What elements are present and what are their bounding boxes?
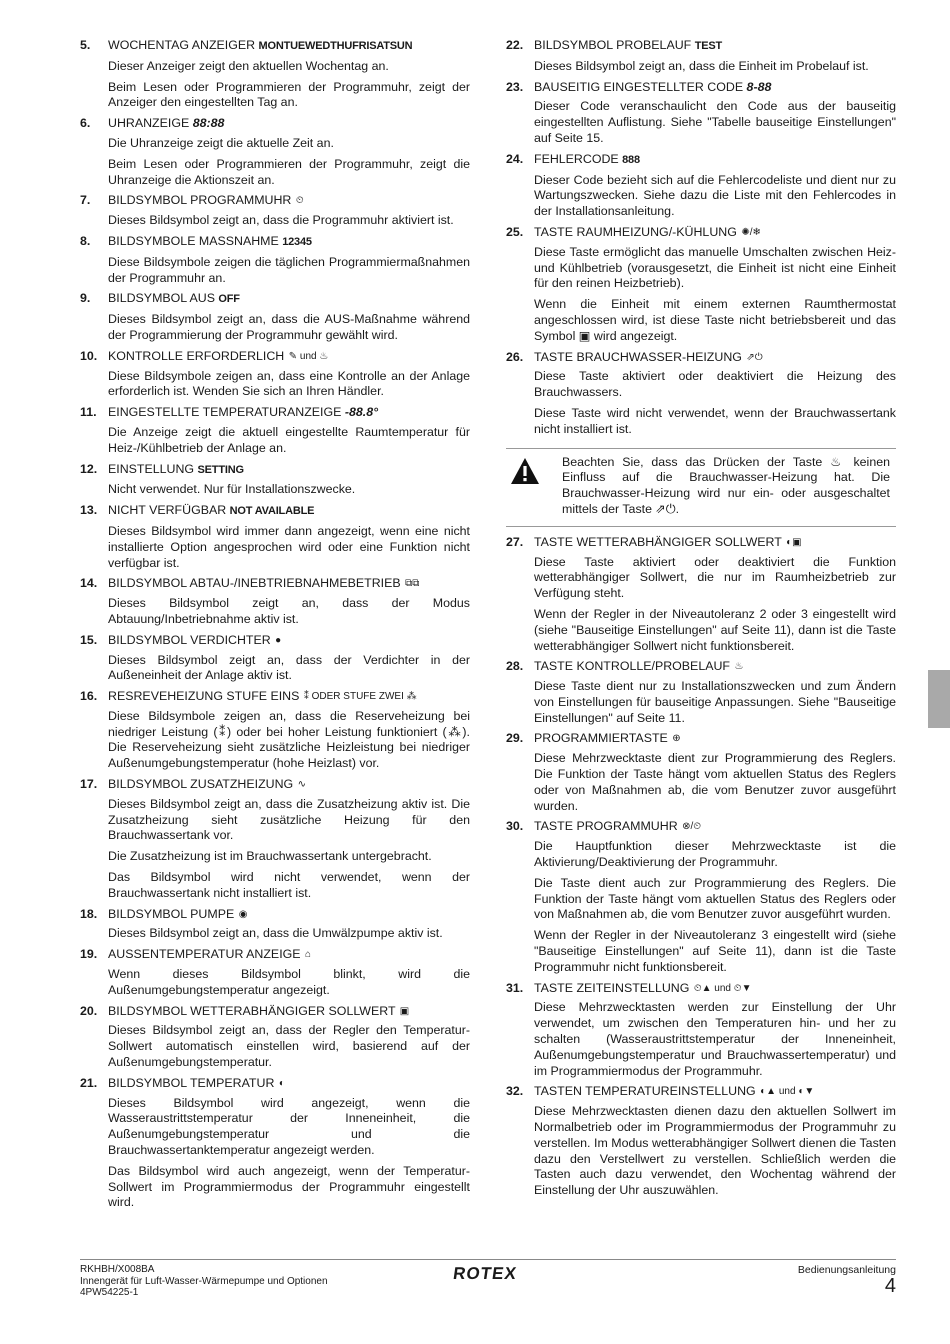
item-number: 30.: [506, 819, 524, 834]
display-symbol-text: 12345: [282, 235, 312, 248]
item-title: BILDSYMBOL TEMPERATUR: [108, 1075, 275, 1090]
item-title: BILDSYMBOL VERDICHTER: [108, 632, 271, 647]
item-title: BAUSEITIG EINGESTELLTER CODE: [534, 79, 744, 94]
item-paragraph: Beim Lesen oder Programmieren der Programmuhr, zeigt der Anzeiger den eingestellten Tag an.: [108, 79, 470, 110]
item-paragraph: Die Taste dient auch zur Programmierung des Reglers. Die Funktion der Taste hängt vom aktuellen Status des Reglers oder von Maßnahmen ab, die vom Benutzer zuvor ausgeführt wurden.: [534, 875, 896, 922]
item-number: 7.: [80, 193, 91, 208]
item-title: NICHT VERFÜGBAR: [108, 503, 227, 518]
symbol-icon: ⇗⏻: [746, 351, 763, 363]
item-paragraph: Dieses Bildsymbol zeigt an, dass die Zusatzheizung aktiv ist. Die Zusatzheizung sieht zusätzliche Heizung für den Brauchwassertank vor.: [108, 796, 470, 843]
item-heading: [80, 503, 470, 520]
item-paragraph: Diese Bildsymbole zeigen an, dass die Reserveheizung bei niedriger Leistung (⁑) oder bei hoher Leistung funktioniert (⁂). Die Reserveheizung sieht zusätzliche Heizleistung bei niedriger Außenumgebungstemperatur (hohe Heizlast) vor.: [108, 708, 470, 771]
item-number: 8.: [80, 233, 91, 248]
symbol-icon: ◐: [278, 1077, 285, 1089]
item-title-line: [108, 349, 470, 365]
list-item: [506, 38, 896, 75]
symbol-icon: ⁑ ODER STUFE ZWEI ⁂: [303, 691, 417, 703]
item-number: 28.: [506, 659, 524, 674]
item-number: 23.: [506, 79, 524, 94]
item-number: 20.: [80, 1003, 98, 1018]
item-number: 21.: [80, 1075, 98, 1090]
item-paragraph: Diese Taste ermöglicht das manuelle Umschalten zwischen Heiz- und Kühlbetrieb (vorausgesetzt, die Einheit ist nicht eine Einheit für den reinen Heizbetrieb).: [534, 244, 896, 291]
item-title: TASTE BRAUCHWASSER-HEIZUNG: [534, 349, 742, 364]
list-item: [80, 234, 470, 286]
list-item: [80, 462, 470, 499]
item-title-line: [534, 659, 896, 675]
item-title: TASTE WETTERABHÄNGIGER SOLLWERT: [534, 534, 782, 549]
item-title: BILDSYMBOL WETTERABHÄNGIGER SOLLWERT: [108, 1003, 396, 1018]
item-title-line: [108, 193, 470, 209]
item-paragraph: Wenn dieses Bildsymbol blinkt, wird die Außenumgebungstemperatur angezeigt.: [108, 967, 470, 997]
item-paragraph: Dieses Bildsymbol zeigt an, dass der Modus Abtauung/Inbetriebnahme aktiv ist.: [108, 596, 470, 626]
item-title: BILDSYMBOL PROBELAUF: [534, 38, 692, 52]
item-paragraph: Dieser Code veranschaulicht den Code aus der bauseitig eingestellten Auflistung. Siehe "Tabelle bauseitige Einstellungen" auf Seite 15.: [534, 99, 896, 145]
item-number: 10.: [80, 348, 98, 363]
symbol-icon: ⌂: [305, 949, 312, 961]
left-column: [80, 38, 470, 1216]
item-heading: [506, 152, 896, 169]
item-paragraph: Dieses Bildsymbol zeigt an, dass die Umwälzpumpe aktiv ist.: [108, 926, 443, 941]
item-paragraph: Diese Mehrzwecktasten dienen dazu den aktuellen Sollwert im Normalbetrieb oder im Programmiermodus der Programmuhr zu verstellen. Im Modus wetterabhängiger Sollwert dienen die Tasten dazu den Verstellwert zu verstellen. Schließlich werden die Tasten auch dazu verwendet, den Wochentag während der Einstellung der Uhr auszuwählen.: [534, 1104, 896, 1198]
item-title-line: [108, 576, 470, 592]
item-heading: [80, 633, 470, 649]
footer-model: RKHBH/X008BA: [80, 1264, 155, 1275]
list-item: [80, 193, 470, 229]
item-title-line: [108, 777, 470, 793]
item-title: BILDSYMBOL AUS: [108, 291, 215, 306]
display-symbol-text: TEST: [694, 40, 722, 52]
list-item: [80, 633, 470, 684]
list-item: [80, 689, 470, 772]
list-item: [80, 1004, 470, 1071]
item-number: 9.: [80, 291, 91, 306]
item-paragraph: Diese Taste wird nicht verwendet, wenn der Brauchwassertank nicht installiert ist.: [534, 405, 896, 436]
item-paragraph: Dieser Anzeiger zeigt den aktuellen Wochentag an.: [108, 58, 389, 73]
item-title: KONTROLLE ERFORDERLICH: [108, 348, 285, 363]
item-number: 5.: [80, 38, 91, 52]
brand-logo: ROTEX: [451, 1264, 519, 1283]
item-heading: [506, 225, 896, 241]
item-title: BILDSYMBOL ZUSATZHEIZUNG: [108, 777, 294, 792]
right-items-top: [506, 38, 896, 438]
display-symbol-text: NOT AVAILABLE: [229, 505, 315, 518]
footer-doc-number: 4PW54225-1: [80, 1287, 139, 1298]
item-heading: [80, 1004, 470, 1020]
symbol-icon: ✺/❄: [741, 226, 761, 238]
item-title: TASTE RAUMHEIZUNG/-KÜHLUNG: [534, 224, 737, 239]
item-title: TASTE KONTROLLE/PROBELAUF: [534, 659, 730, 674]
item-heading: [80, 116, 470, 132]
display-symbol-text: SETTING: [197, 463, 244, 476]
list-item: [506, 80, 896, 147]
item-title: BILDSYMBOL ABTAU-/INEBTRIEBNAHMEBETRIEB: [108, 576, 401, 591]
item-number: 31.: [506, 980, 524, 995]
item-heading: [506, 1084, 896, 1100]
item-title: UHRANZEIGE: [108, 116, 190, 131]
item-title: BILDSYMBOL PROGRAMMUHR: [108, 193, 292, 208]
item-heading: [80, 405, 470, 421]
item-paragraph: Diese Taste aktiviert oder deaktiviert die Heizung des Brauchwassers.: [534, 369, 896, 400]
display-symbol-text: -88.8°: [344, 405, 379, 420]
list-item: [80, 38, 470, 111]
item-paragraph: Die Anzeige zeigt die aktuell eingestellte Raumtemperatur für Heiz-/Kühlbetrieb der Anlage an.: [108, 424, 470, 455]
item-heading: [506, 819, 896, 835]
item-heading: [80, 38, 470, 55]
item-number: 12.: [80, 461, 98, 476]
item-title-line: [534, 535, 896, 551]
item-title-line: [108, 1004, 470, 1020]
item-title-line: [534, 731, 896, 747]
right-items-bottom: [506, 535, 896, 1199]
symbol-icon: ◐▣: [786, 536, 802, 548]
item-title-line: [108, 234, 470, 251]
symbol-icon: ✎ und ♨: [288, 350, 329, 362]
footer-manual-label: Bedienungsanleitung: [797, 1264, 896, 1276]
item-paragraph: Dieses Bildsymbol zeigt an, dass der Regler den Temperatur-Sollwert automatisch einstellen wird, basierend auf der Außenumgebungstemperatur.: [108, 1023, 470, 1070]
page-number: 4: [884, 1275, 896, 1297]
item-title: TASTE PROGRAMMUHR: [534, 819, 678, 834]
item-heading: [80, 193, 470, 209]
item-number: 24.: [506, 151, 524, 166]
list-item: [506, 350, 896, 438]
item-paragraph: Diese Mehrzwecktaste dient zur Programmierung des Reglers. Die Funktion der Taste hängt vom aktuellen Status des Reglers oder von Maßnahmen ab, die vom Benutzer zuvor ausgeführt wurden.: [534, 751, 896, 813]
list-item: [80, 291, 470, 343]
item-title-line: [108, 405, 470, 421]
warning-text: Beachten Sie, dass das Drücken der Taste ♨ keinen Einfluss auf die Brauchwasser-Heizung hat. Die Brauchwasser-Heizung wird nur ein- oder ausgeschaltet mittels der Taste ⇗⏻.: [562, 454, 890, 516]
list-item: [80, 503, 470, 571]
item-title-line: [534, 225, 896, 241]
item-paragraph: Beim Lesen oder Programmieren der Programmuhr, zeigt die Uhranzeige die Aktionszeit an.: [108, 156, 470, 187]
symbol-icon: ⊕: [672, 733, 681, 745]
list-item: [506, 819, 896, 975]
list-item: [80, 907, 470, 943]
item-heading: [80, 576, 470, 592]
list-item: [80, 116, 470, 188]
item-title: BILDSYMBOLE MASSNAHME: [108, 233, 279, 248]
item-paragraph: Dieses Bildsymbol zeigt an, dass die Programmuhr aktiviert ist.: [108, 213, 454, 228]
item-number: 19.: [80, 947, 98, 962]
item-heading: [80, 947, 470, 963]
item-title-line: [108, 1076, 470, 1092]
item-title-line: [108, 633, 470, 649]
list-item: [506, 981, 896, 1080]
item-heading: [506, 350, 896, 366]
item-heading: [80, 462, 470, 479]
item-heading: [80, 234, 470, 251]
warning-note: [506, 448, 896, 527]
item-title-line: [108, 38, 470, 55]
item-title: AUSSENTEMPERATUR ANZEIGE: [108, 947, 301, 962]
item-paragraph: Wenn der Regler in der Niveautoleranz 3 eingestellt wird (siehe "Bauseitige Einstellungen" auf Seite 11), dann ist die Taste Programmuhr nicht funktionsbereit.: [534, 928, 896, 974]
item-heading: [506, 535, 896, 551]
item-heading: [80, 689, 470, 705]
item-heading: [506, 659, 896, 675]
display-symbol-text: 888: [622, 153, 640, 166]
item-paragraph: Dieses Bildsymbol zeigt an, dass der Verdichter in der Außeneinheit der Anlage aktiv ist.: [108, 652, 470, 683]
item-paragraph: Diese Taste dient nur zu Installationszwecken und zum Ändern von Einstellungen für bauseitige Anpassungen. Siehe "Bauseitige Einstellungen" auf Seite 11.: [534, 679, 896, 725]
item-title: EINGESTELLTE TEMPERATURANZEIGE: [108, 405, 342, 420]
item-paragraph: Dieses Bildsymbol wird angezeigt, wenn die Wasseraustrittstemperatur der Inneneinheit, die Außenumgebungstemperatur und die Brauchwassertanktemperatur angezeigt werden.: [108, 1095, 470, 1158]
item-title: TASTE ZEITEINSTELLUNG: [534, 980, 690, 995]
item-title-line: [534, 350, 896, 366]
list-item: [506, 535, 896, 655]
symbol-icon: ⊗/⏲: [682, 821, 702, 833]
symbol-icon: ∿: [297, 779, 307, 791]
item-heading: [506, 38, 896, 55]
item-number: 16.: [80, 689, 98, 704]
item-paragraph: Dieses Bildsymbol zeigt an, dass die Einheit im Probelauf ist.: [534, 58, 869, 73]
item-heading: [80, 907, 470, 923]
list-item: [80, 947, 470, 998]
item-title-line: [108, 291, 470, 308]
item-title: WOCHENTAG ANZEIGER: [108, 38, 256, 52]
item-number: 11.: [80, 405, 97, 420]
item-title: FEHLERCODE: [534, 151, 619, 166]
item-paragraph: Die Uhranzeige zeigt die aktuelle Zeit an.: [108, 135, 334, 150]
item-number: 27.: [506, 534, 524, 549]
item-title-line: [534, 38, 896, 55]
item-title-line: [534, 1084, 896, 1100]
list-item: [80, 576, 470, 627]
item-number: 6.: [80, 116, 91, 131]
item-title-line: [108, 503, 470, 520]
item-paragraph: Dieses Bildsymbol wird immer dann angezeigt, wenn eine nicht installierte Option angesprochen wird oder eine Funktion nicht verfügbar ist.: [108, 523, 470, 570]
item-title-line: [534, 819, 896, 835]
item-title-line: [534, 80, 896, 96]
symbol-icon: ♨: [734, 661, 744, 673]
symbol-icon: ◐▲ und ◐▼: [760, 1086, 815, 1098]
footer-description: Innengerät für Luft-Wasser-Wärmepumpe und Optionen: [80, 1275, 328, 1287]
list-item: [80, 777, 470, 902]
item-number: 17.: [80, 777, 98, 792]
list-item: [80, 1076, 470, 1211]
item-title: TASTEN TEMPERATUREINSTELLUNG: [534, 1084, 756, 1099]
symbol-icon: ●: [275, 634, 282, 646]
list-item: [80, 405, 470, 456]
list-item: [80, 349, 470, 400]
display-symbol-text: OFF: [218, 293, 240, 306]
item-title-line: [108, 907, 470, 923]
display-symbol-text: 88:88: [192, 116, 225, 131]
footer-divider: [80, 1259, 896, 1260]
item-paragraph: Nicht verwendet. Nur für Installationszwecke.: [108, 482, 356, 497]
symbol-icon: ⏲▲ und ⏲▼: [693, 982, 752, 994]
item-paragraph: Diese Bildsymbole zeigen die täglichen Programmiermaßnahmen der Programmuhr an.: [108, 254, 470, 285]
footer-document-info: [80, 1264, 340, 1299]
item-heading: [80, 777, 470, 793]
item-number: 15.: [80, 632, 98, 647]
item-title: BILDSYMBOL PUMPE: [108, 906, 235, 921]
item-number: 22.: [506, 38, 524, 52]
item-number: 26.: [506, 349, 524, 364]
list-item: [506, 152, 896, 220]
item-title: RESREVEHEIZUNG STUFE EINS: [108, 689, 300, 704]
item-number: 14.: [80, 576, 98, 591]
list-item: [506, 731, 896, 814]
item-number: 18.: [80, 906, 98, 921]
item-number: 32.: [506, 1084, 524, 1099]
item-paragraph: Wenn die Einheit mit einem externen Raumthermostat angeschlossen wird, ist diese Taste nicht betriebsbereit und das Symbol ▣ wird angezeigt.: [534, 297, 896, 343]
item-number: 25.: [506, 224, 524, 239]
item-paragraph: Das Bildsymbol wird nicht verwendet, wenn der Brauchwassertank nicht installiert ist.: [108, 870, 470, 900]
item-title-line: [108, 947, 470, 963]
symbol-icon: ◉: [238, 908, 248, 920]
symbol-icon: ⧉⧉: [405, 578, 420, 590]
item-paragraph: Das Bildsymbol wird auch angezeigt, wenn der Temperatur-Sollwert im Programmiermodus der Programmuhr eingestellt wird.: [108, 1163, 470, 1210]
item-paragraph: Dieser Code bezieht sich auf die Fehlercodeliste und dient nur zu Wartungszwecken. Siehe dazu die Liste mit den Fehlercodes in der Installationsanleitung.: [534, 172, 896, 219]
item-title: PROGRAMMIERTASTE: [534, 731, 668, 746]
item-heading: [80, 1076, 470, 1092]
item-paragraph: Diese Mehrzwecktasten werden zur Einstellung der Uhr verwendet, um zwischen den Temperaturen hin- und her zu schalten (Wasseraustrittstemperatur der Inneneinheit, Außenumgebungstemperatur und Brauchwassertemperatur) und im Programmiermodus der Programmuhr.: [534, 1000, 896, 1078]
item-title-line: [108, 462, 470, 479]
item-heading: [506, 80, 896, 96]
item-paragraph: Wenn der Regler in der Niveautoleranz 2 oder 3 eingestellt wird (siehe "Bauseitige Einstellungen" auf Seite 11), dann ist die Taste wetterabhängiger Sollwert nicht funktionsbereit.: [534, 606, 896, 653]
item-paragraph: Die Hauptfunktion dieser Mehrzwecktaste ist die Aktivierung/Deaktivierung der Programmuhr.: [534, 839, 896, 870]
item-paragraph: Dieses Bildsymbol zeigt an, dass die AUS-Maßnahme während der Programmierung der Programmuhr gewählt wird.: [108, 312, 470, 342]
item-title-line: [534, 152, 896, 169]
warning-icon: [506, 455, 562, 518]
side-section-tab: [928, 670, 950, 728]
display-symbol-text: MONTUEWEDTHUFRISATSUN: [258, 40, 413, 52]
list-item: [506, 659, 896, 726]
item-heading: [80, 349, 470, 365]
item-paragraph: Diese Bildsymbole zeigen an, dass eine Kontrolle an der Anlage erforderlich ist. Wenden Sie sich an Ihren Händler.: [108, 368, 470, 399]
item-number: 13.: [80, 503, 98, 518]
list-item: [506, 1084, 896, 1199]
item-heading: [80, 291, 470, 308]
symbol-icon: ▣: [399, 1005, 410, 1017]
item-title: EINSTELLUNG: [108, 461, 195, 476]
list-item: [506, 225, 896, 345]
item-title-line: [534, 981, 896, 997]
symbol-icon: ⏲: [295, 195, 304, 207]
item-heading: [506, 981, 896, 997]
item-paragraph: Diese Taste aktiviert oder deaktiviert die Funktion wetterabhängiger Sollwert, die nur im Raumheizbetrieb zur Verfügung steht.: [534, 554, 896, 601]
item-paragraph: Die Zusatzheizung ist im Brauchwassertank untergebracht.: [108, 849, 432, 864]
right-column: [506, 38, 896, 1204]
item-number: 29.: [506, 731, 524, 746]
item-heading: [506, 731, 896, 747]
display-symbol-text: 8-88: [746, 79, 772, 94]
item-title-line: [108, 116, 470, 132]
item-title-line: [108, 689, 470, 705]
